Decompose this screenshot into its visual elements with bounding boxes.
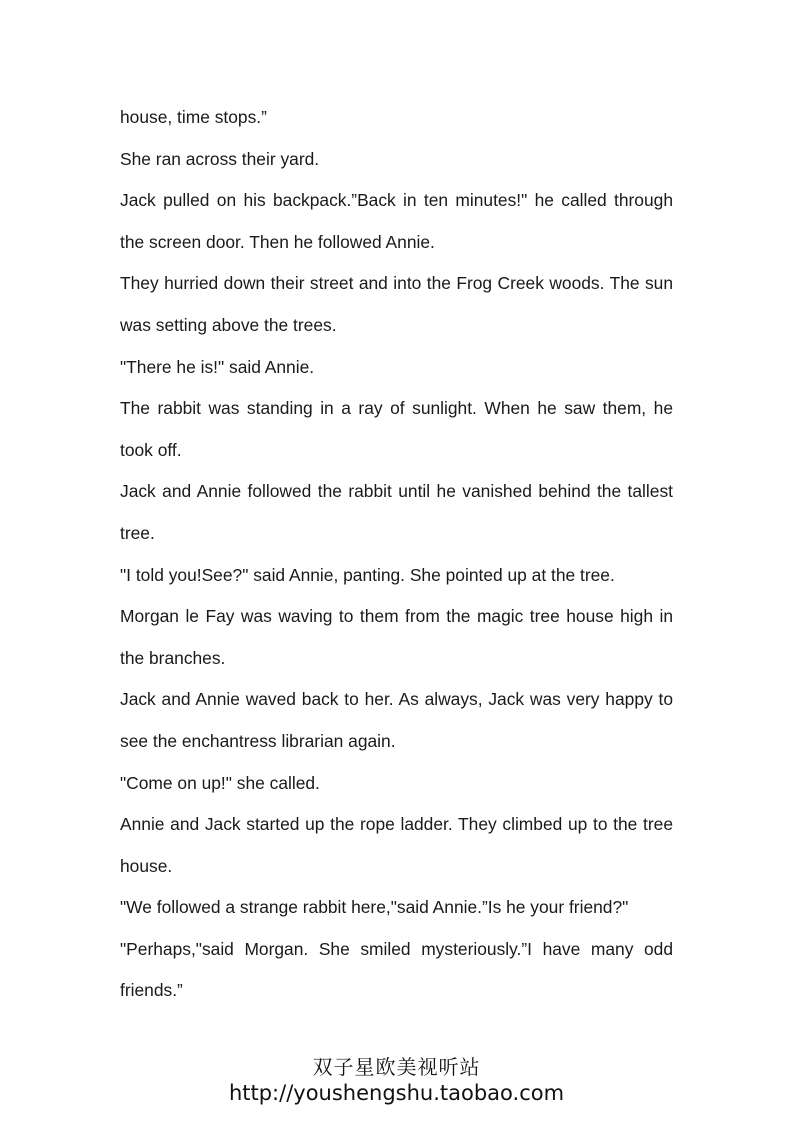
paragraph: The rabbit was standing in a ray of sunlight. When he saw them, he took off. <box>120 398 673 460</box>
paragraph: Jack pulled on his backpack.”Back in ten minutes!" he called through the screen door. Then he followed Annie. <box>120 190 673 252</box>
paragraph: Morgan le Fay was waving to them from the magic tree house high in the branches. <box>120 606 673 668</box>
paragraph: Jack and Annie waved back to her. As always, Jack was very happy to see the enchantress librarian again. <box>120 689 673 751</box>
paragraph: "There he is!" said Annie. <box>120 356 315 377</box>
footer-watermark-url: http://youshengshu.taobao.com <box>228 1081 565 1105</box>
paragraph: They hurried down their street and into the Frog Creek woods. The sun was setting above the trees. <box>120 273 673 335</box>
paragraph: "Perhaps,"said Morgan. She smiled mysteriously.”I have many odd friends.” <box>120 938 673 1001</box>
paragraph: "Come on up!" she called. <box>120 772 320 793</box>
paragraph: "We followed a strange rabbit here,"said Annie.”Is he your friend?" <box>120 897 629 918</box>
paragraph: Annie and Jack started up the rope ladder. They climbed up to the tree house. <box>120 814 673 876</box>
paragraph: house, time stops.” <box>120 107 267 127</box>
paragraph: She ran across their yard. <box>120 148 320 169</box>
paragraph: Jack and Annie followed the rabbit until he vanished behind the tallest tree. <box>120 481 673 543</box>
paragraph: "I told you!See?" said Annie, panting. She pointed up at the tree. <box>120 564 615 585</box>
footer-watermark-title: 双子星欧美视听站 <box>312 1055 481 1079</box>
document-body <box>120 97 673 1012</box>
